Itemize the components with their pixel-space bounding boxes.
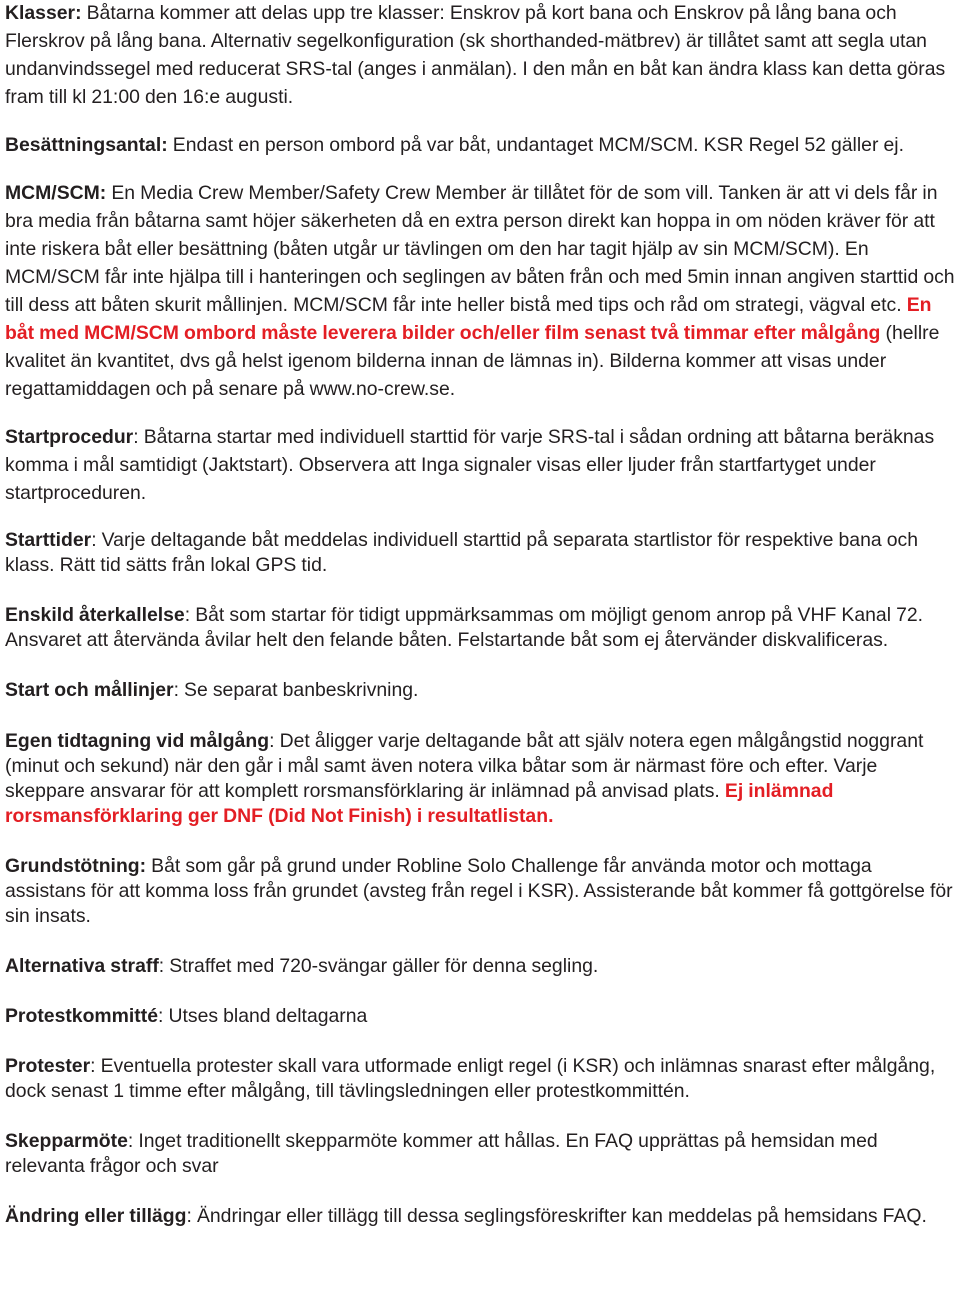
paragraph-klasser (5, 0, 957, 111)
text-protestkommitte: : Utses bland deltagarna (158, 1005, 368, 1027)
text-start-mal: : Se separat banbeskrivning. (173, 679, 419, 701)
document-page (5, 0, 957, 1229)
text-besattning: Endast en person ombord på var båt, undantaget MCM/SCM. KSR Regel 52 gäller ej. (167, 134, 904, 156)
heading-enskild: Enskild återkallelse (5, 604, 185, 626)
spacer (5, 929, 957, 954)
paragraph-andring (5, 1204, 957, 1229)
text-straff: : Straffet med 720-svängar gäller för denna segling. (158, 955, 599, 977)
mcm-red-notice: En båt med MCM/SCM ombord måste leverera bilder och/eller film senast två timmar efter målgång (5, 294, 932, 344)
spacer (5, 653, 957, 678)
egen-tid-red-notice: Ej inlämnad rorsmansförklaring ger DNF (Did Not Finish) i resultatlistan. (5, 780, 834, 827)
heading-besattning: Besättningsantal: (5, 134, 168, 156)
heading-grund: Grundstötning: (5, 855, 147, 877)
heading-protestkommitte: Protestkommitté (5, 1005, 159, 1027)
text-skepparmote: : Inget traditionellt skepparmöte kommer att hållas. En FAQ upprättas på hemsidan med relevanta frågor och svar (5, 1130, 878, 1177)
heading-startprocedur: Startprocedur (5, 426, 134, 448)
paragraph-skepparmote (5, 1129, 957, 1179)
paragraph-egen-tid (5, 729, 957, 829)
text-mcm-after: (hellre kvalitet än kvantitet, dvs gå helst igenom bilderna innan de lämnas in). Bilderna kommer att visas under regattamiddagen och på senare på www.no-crew.se. (5, 322, 940, 400)
text-grund: Båt som går på grund under Robline Solo Challenge får använda motor och mottaga assistans för att komma loss från grundet (avsteg från regel i KSR). Assisterande båt kommer få gottgörelse för sin insats. (5, 855, 953, 927)
paragraph-grund (5, 854, 957, 929)
paragraph-startprocedur (5, 423, 957, 507)
heading-protester: Protester (5, 1055, 91, 1077)
paragraph-enskild (5, 603, 957, 653)
heading-starttider: Starttider (5, 529, 92, 551)
text-enskild: : Båt som startar för tidigt uppmärksammas om möjligt genom anrop på VHF Kanal 72. Ansvaret att återvända åvilar helt den felande båten. Felstartande båt som ej återvänder diskvalificeras. (5, 604, 924, 651)
spacer (5, 1104, 957, 1129)
spacer (5, 1179, 957, 1204)
heading-mcm: MCM/SCM: (5, 182, 107, 204)
spacer (5, 403, 957, 423)
paragraph-straff (5, 954, 957, 979)
spacer (5, 507, 957, 528)
paragraph-mcm (5, 179, 957, 403)
paragraph-besattning (5, 131, 957, 159)
spacer (5, 979, 957, 1004)
paragraph-start-mal (5, 678, 957, 703)
paragraph-protester (5, 1054, 957, 1104)
paragraph-protestkommitte (5, 1004, 957, 1029)
heading-skepparmote: Skepparmöte (5, 1130, 128, 1152)
text-andring: : Ändringar eller tillägg till dessa seglingsföreskrifter kan meddelas på hemsidans FAQ. (186, 1205, 927, 1227)
heading-klasser: Klasser: (5, 2, 82, 24)
text-protester: : Eventuella protester skall vara utformade enligt regel (i KSR) och inlämnas snarast efter målgång, dock senast 1 timme efter målgång, till tävlingsledningen eller protestkommittén. (5, 1055, 936, 1102)
spacer (5, 829, 957, 854)
heading-start-mal: Start och mållinjer (5, 679, 174, 701)
heading-egen-tid: Egen tidtagning vid målgång (5, 730, 270, 752)
text-egen-tid: : Det åligger varje deltagande båt att själv notera egen målgångstid noggrant (minut och sekund) när den går i mål samt även notera vilka båtar som är närmast före och efter. Varje skeppare ansvarar för att komplett rorsmansförklaring är inlämnad på anvisad plats. (5, 730, 924, 802)
heading-andring: Ändring eller tillägg (5, 1205, 187, 1227)
spacer (5, 703, 957, 729)
text-klasser: Båtarna kommer att delas upp tre klasser: Enskrov på kort bana och Enskrov på lång bana och Flerskrov på lång bana. Alternativ segelkonfiguration (sk shorthanded-mätbrev) är tillåtet samt att segla utan undanvindssegel med reducerat SRS-tal (anges i anmälan). I den mån en båt kan ändra klass kan detta göras fram till kl 21:00 den 16:e augusti. (5, 2, 946, 108)
spacer (5, 1029, 957, 1054)
heading-straff: Alternativa straff (5, 955, 159, 977)
spacer (5, 159, 957, 179)
text-startprocedur: : Båtarna startar med individuell starttid för varje SRS-tal i sådan ordning att båtarna beräknas komma i mål samtidigt (Jaktstart). Observera att Inga signaler visas eller ljuder från startfartyget under startproceduren. (5, 426, 935, 504)
spacer (5, 578, 957, 603)
spacer (5, 111, 957, 131)
text-mcm: En Media Crew Member/Safety Crew Member är tillåtet för de som vill. Tanken är att vi dels får in bra media från båtarna samt höjer säkerheten då en extra person direkt kan hoppa in om nöden kräver för att inte riskera båt eller besättning (båten utgår ur tävlingen om den har tagit hjälp av sin MCM/SCM). En MCM/SCM får inte hjälpa till i hanteringen och seglingen av båten från och med 5min innan angiven starttid och till dess att båten skurit mållinjen. MCM/SCM får inte heller bistå med tips och råd om strategi, vägval etc. (5, 182, 955, 316)
paragraph-starttider (5, 528, 957, 578)
text-starttider: : Varje deltagande båt meddelas individuell starttid på separata startlistor för respektive bana och klass. Rätt tid sätts från lokal GPS tid. (5, 529, 918, 576)
